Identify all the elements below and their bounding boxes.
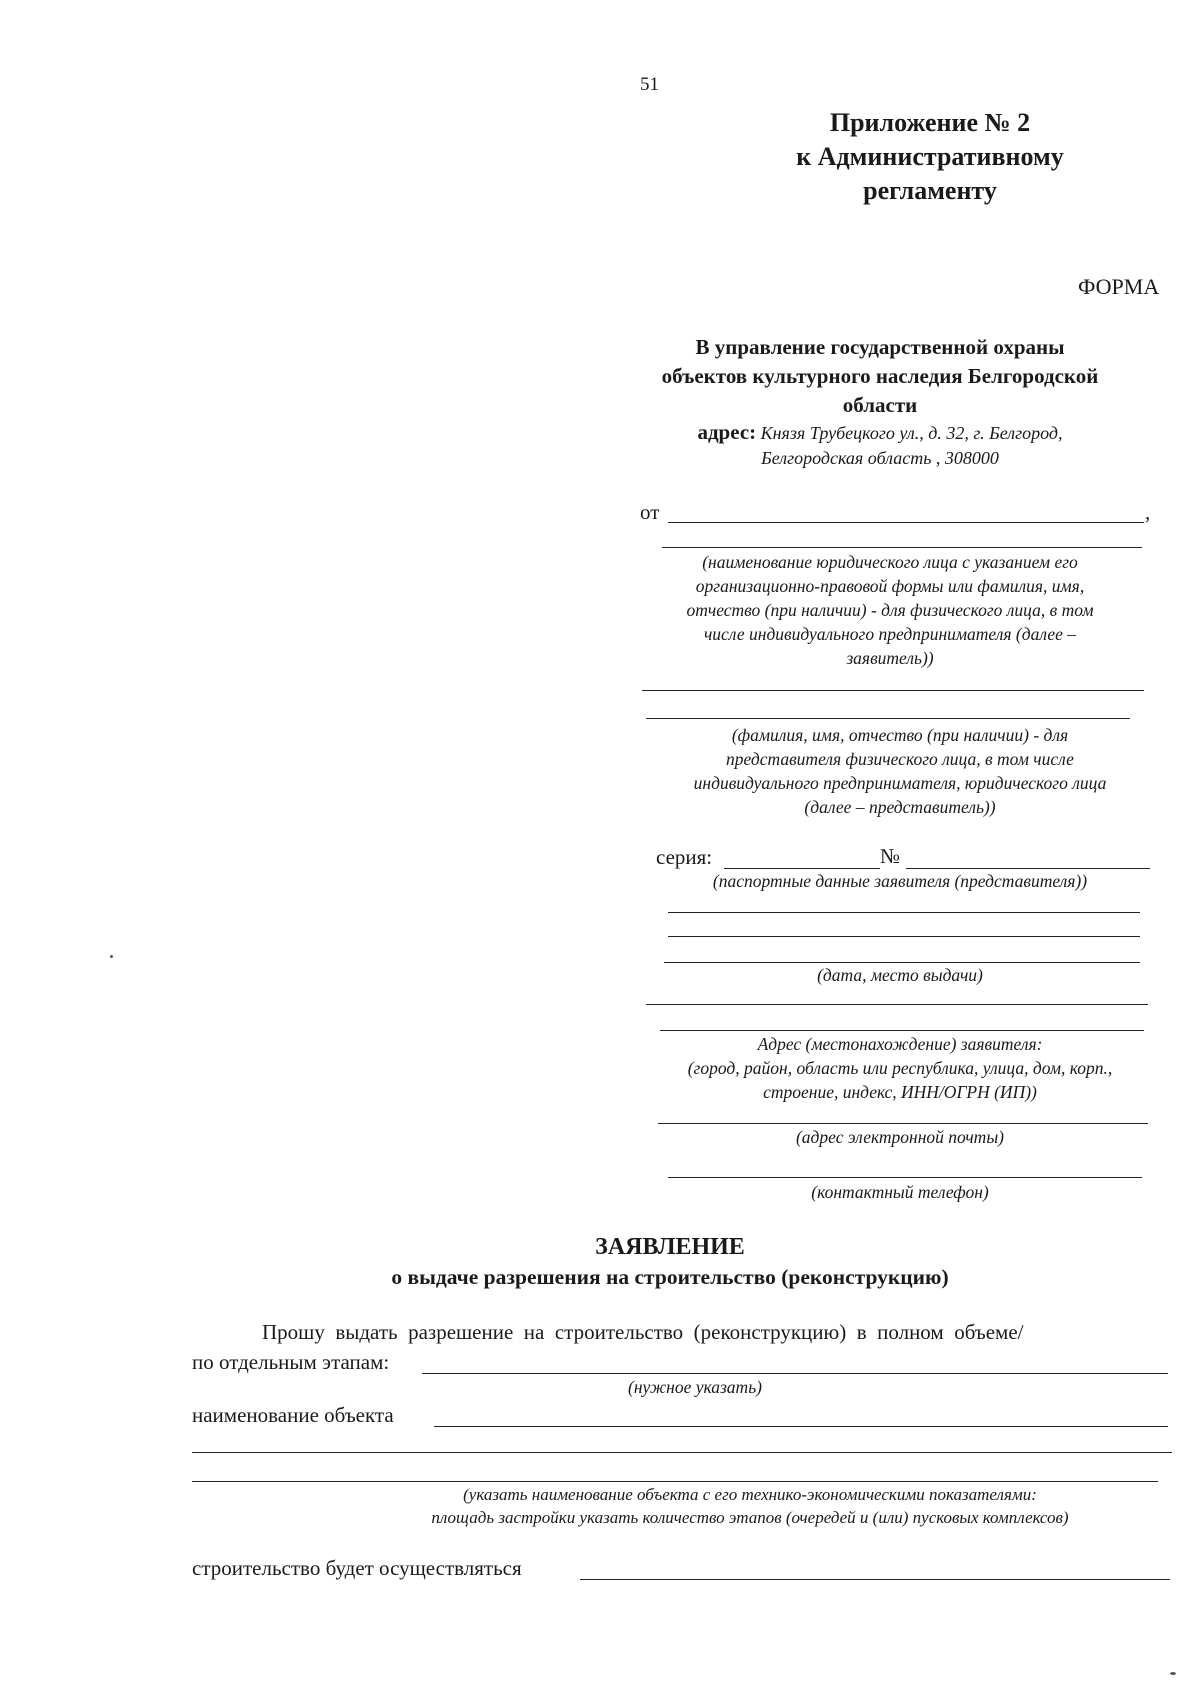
request-hint: (нужное указать) (628, 1377, 762, 1397)
address-hint-line: Адрес (местонахождение) заявителя: (757, 1034, 1043, 1054)
recipient-line-3: области (842, 393, 918, 417)
address-line-2: Белгородская область , 308000 (761, 448, 999, 468)
address-hint (630, 1032, 1170, 1104)
phone-field-line[interactable] (668, 1177, 1142, 1178)
applicant-field-line[interactable] (662, 547, 1142, 548)
recipient-address (600, 420, 1160, 446)
page-number: 51 (640, 74, 659, 95)
representative-field-line-1[interactable] (642, 690, 1144, 691)
object-hint-line-1: (указать наименование объекта с его технико-экономическими показателями: (463, 1485, 1037, 1504)
passport-field-line-2[interactable] (668, 936, 1140, 937)
object-field-line-3[interactable] (192, 1481, 1158, 1482)
appendix-subtitle-2: регламенту (863, 176, 997, 205)
object-hint-line-2: площадь застройки указать количество этапов (очередей и (или) пусковых комплексов) (431, 1508, 1069, 1527)
representative-hint-line: (далее – представитель)) (804, 797, 996, 817)
address-field-line-1[interactable] (646, 1004, 1148, 1005)
address-hint-line: строение, индекс, ИНН/ОГРН (ИП)) (763, 1082, 1037, 1102)
representative-hint-line: индивидуального предпринимателя, юридического лица (693, 773, 1107, 793)
applicant-hint-line: числе индивидуального предпринимателя (далее – (703, 624, 1077, 644)
email-field-line[interactable] (658, 1123, 1148, 1124)
applicant-hint-line: организационно-правовой формы или фамилия, имя, (695, 576, 1085, 596)
statement-title: ЗАЯВЛЕНИЕ (595, 1234, 745, 1260)
object-field-line-2[interactable] (192, 1452, 1172, 1453)
email-hint: (адрес электронной почты) (795, 1127, 1005, 1147)
object-label: наименование объекта (192, 1403, 394, 1427)
request-line-1: Прошу выдать разрешение на строительство (реконструкцию) в полном объеме/ (262, 1320, 1024, 1344)
construction-field-line[interactable] (580, 1579, 1170, 1580)
from-comma: , (1145, 500, 1151, 524)
from-field-line[interactable] (668, 522, 1144, 523)
passport-field-line-1[interactable] (668, 912, 1140, 913)
series-label: серия: (656, 845, 713, 869)
object-field-line-1[interactable] (434, 1426, 1168, 1427)
from-label: от (640, 500, 660, 524)
form-label: ФОРМА (1078, 274, 1160, 299)
number-label: № (880, 844, 901, 868)
representative-field-line-2[interactable] (646, 718, 1130, 719)
issue-hint: (дата, место выдачи) (817, 965, 983, 985)
applicant-hint (640, 550, 1140, 670)
recipient-line-1: В управление государственной охраны (695, 335, 1065, 359)
appendix-subtitle: к Административному (796, 142, 1064, 171)
request-line-2-label: по отдельным этапам: (192, 1350, 390, 1374)
passport-hint: (паспортные данные заявителя (представителя)) (712, 871, 1088, 891)
address-line-1: Князя Трубецкого ул., д. 32, г. Белгород, (760, 423, 1063, 443)
applicant-hint-line: отчество (при наличии) - для физического лица, в том (686, 600, 1094, 620)
scan-speck (1170, 1672, 1176, 1675)
statement-subtitle: о выдаче разрешения на строительство (реконструкцию) (391, 1265, 949, 1289)
scan-speck (110, 955, 113, 958)
construction-label: строительство будет осуществляться (192, 1556, 522, 1580)
representative-hint-line: представителя физического лица, в том числе (726, 749, 1074, 769)
recipient-line-2: объектов культурного наследия Белгородской (661, 364, 1099, 388)
request-field-line[interactable] (422, 1373, 1168, 1374)
representative-hint (640, 723, 1160, 819)
representative-hint-line: (фамилия, имя, отчество (при наличии) - для (731, 725, 1069, 745)
address-label: адрес: (697, 420, 757, 444)
appendix-title: Приложение № 2 (829, 108, 1031, 137)
address-hint-line: (город, район, область или республика, улица, дом, корп., (687, 1058, 1113, 1078)
applicant-hint-line: (наименование юридического лица с указанием его (702, 552, 1078, 572)
applicant-hint-line: заявитель)) (846, 648, 934, 668)
address-field-line-2[interactable] (660, 1030, 1144, 1031)
phone-hint: (контактный телефон) (811, 1182, 989, 1202)
